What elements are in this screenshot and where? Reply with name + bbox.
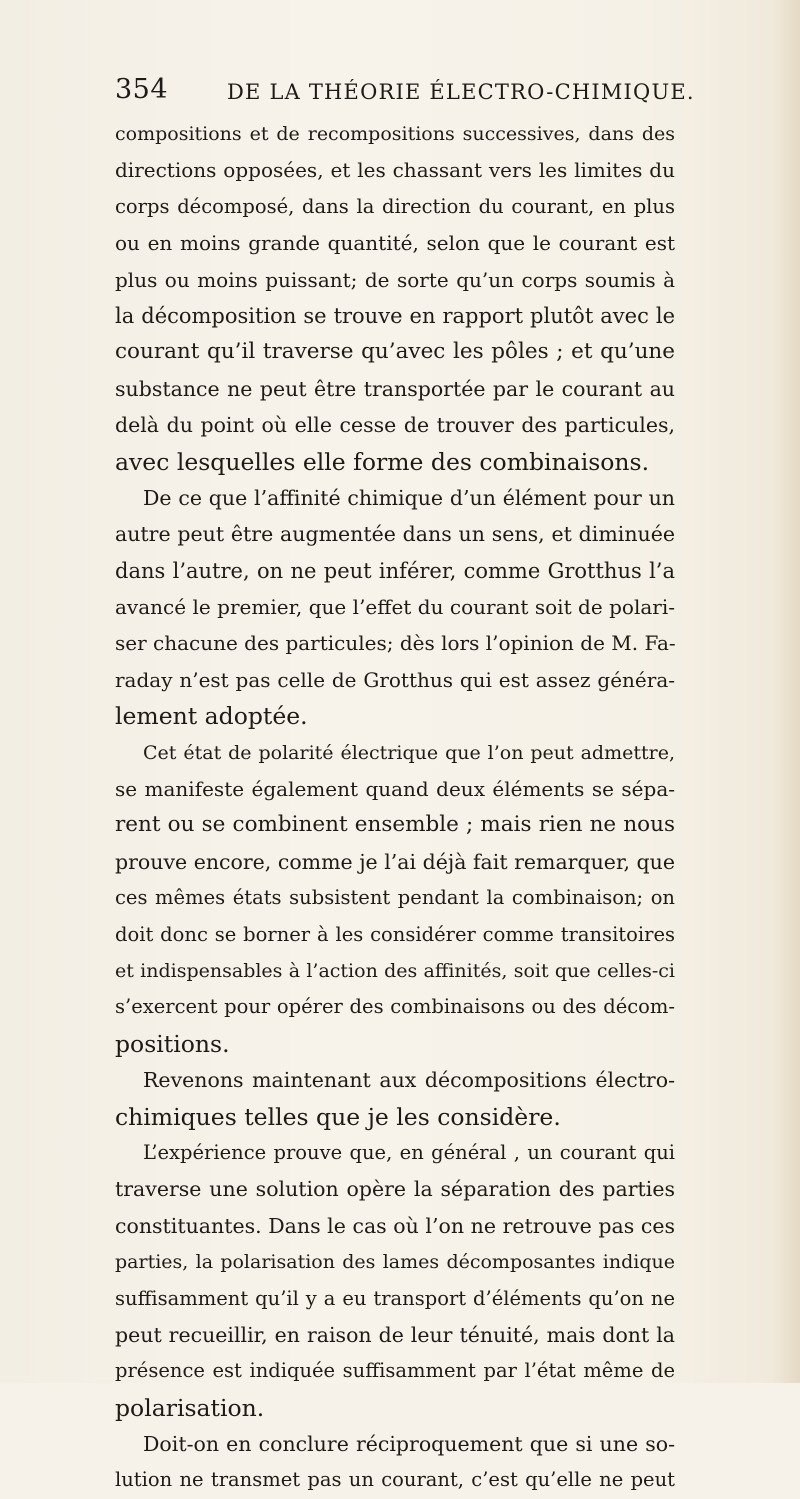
text-line: ces mêmes états subsistent pendant la combinaison; on bbox=[115, 886, 675, 910]
text-line: Revenons maintenant aux décompositions électro- bbox=[143, 1068, 675, 1093]
text-line: et indispensables à l’action des affinités, soit que celles-ci bbox=[115, 959, 675, 982]
text-line: prouve encore, comme je l’ai déjà fait remarquer, que bbox=[115, 849, 675, 874]
text-line: rent ou se combinent ensemble ; mais rien ne nous bbox=[115, 812, 675, 838]
text-line: positions. bbox=[115, 1029, 230, 1058]
text-line: doit donc se borner à les considérer comme transitoires bbox=[115, 922, 675, 946]
text-line: parties, la polarisation des lames décomposantes indique bbox=[115, 1251, 675, 1274]
text-line: plus ou moins puissant; de sorte qu’un corps soumis à bbox=[115, 267, 675, 292]
text-line: avec lesquelles elle forme des combinaisons. bbox=[115, 447, 650, 476]
text-line: corps décomposé, dans la direction du courant, en plus bbox=[115, 194, 675, 218]
text-line: polarisation. bbox=[115, 1393, 265, 1422]
text-line: Doit-on en conclure réciproquement que si une so- bbox=[143, 1432, 675, 1457]
text-line: De ce que l’affinité chimique d’un élément pour un bbox=[143, 485, 675, 510]
text-line: présence est indiquée suffisamment par l’état même de bbox=[115, 1359, 675, 1383]
text-line: courant qu’il traverse qu’avec les pôles ; et qu’une bbox=[115, 339, 675, 365]
text-line: L’expérience prouve que, en général , un courant qui bbox=[143, 1140, 675, 1164]
text-line: raday n’est pas celle de Grotthus qui est assez généra- bbox=[115, 667, 675, 692]
text-line: lution ne transmet pas un courant, c’est qu’elle ne peut bbox=[115, 1468, 675, 1492]
text-line: s’exercent pour opérer des combinaisons ou des décom- bbox=[115, 995, 675, 1019]
text-line: avancé le premier, que l’effet du courant soit de polari- bbox=[115, 595, 675, 620]
text-line: lement adoptée. bbox=[115, 702, 308, 731]
text-line: la décomposition se trouve en rapport plutôt avec le bbox=[115, 303, 675, 328]
text-line: dans l’autre, on ne peut inférer, comme Grotthus l’a bbox=[115, 558, 675, 583]
text-line: autre peut être augmentée dans un sens, et diminuée bbox=[115, 522, 675, 547]
text-line: substance ne peut être transportée par le courant au bbox=[115, 376, 675, 401]
running-title: DE LA THÉORIE ÉLECTRO-CHIMIQUE. bbox=[227, 80, 695, 104]
text-line: chimiques telles que je les considère. bbox=[115, 1102, 561, 1131]
text-line: ou en moins grande quantité, selon que le courant est bbox=[115, 231, 675, 256]
text-line: peut recueillir, en raison de leur ténuité, mais dont la bbox=[115, 1322, 675, 1347]
text-line: directions opposées, et les chassant vers les limites du bbox=[115, 158, 675, 183]
running-head bbox=[115, 74, 695, 114]
text-line: constituantes. Dans le cas où l’on ne retrouve pas ces bbox=[115, 1213, 675, 1238]
body-text bbox=[115, 116, 675, 1499]
text-line: delà du point où elle cesse de trouver des particules, bbox=[115, 413, 675, 438]
text-line: ser chacune des particules; dès lors l’opinion de M. Fa- bbox=[115, 631, 676, 656]
text-line: compositions et de recompositions successives, dans des bbox=[115, 123, 675, 145]
text-line: Cet état de polarité électrique que l’on peut admettre, bbox=[143, 741, 675, 764]
text-line: suffisamment qu’il y a eu transport d’éléments qu’on ne bbox=[115, 1286, 675, 1310]
page-number: 354 bbox=[115, 74, 169, 105]
text-line: se manifeste également quand deux éléments se sépa- bbox=[115, 777, 675, 802]
text-line: traverse une solution opère la séparation des parties bbox=[115, 1177, 675, 1202]
